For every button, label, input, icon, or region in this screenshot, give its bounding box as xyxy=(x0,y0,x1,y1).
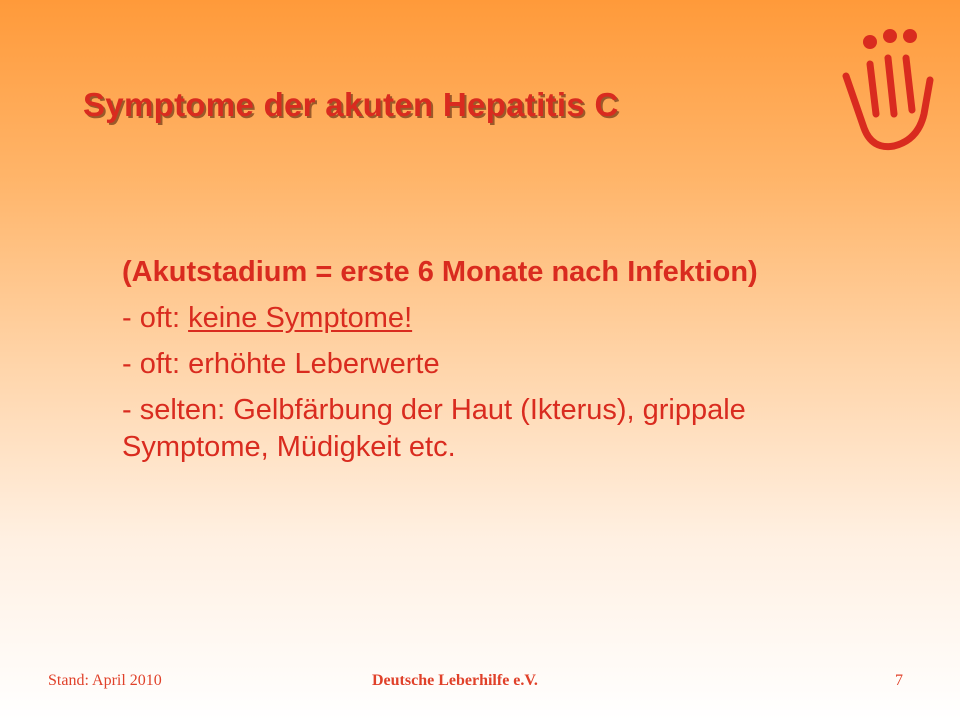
page-number: 7 xyxy=(895,672,903,689)
bullet-liver-values: - oft: erhöhte Leberwerte xyxy=(122,348,440,380)
bullet-emphasis: keine Symptome! xyxy=(188,302,413,334)
intro-text: (Akutstadium = erste 6 Monate nach Infektion) xyxy=(122,256,758,288)
footer-organization: Deutsche Leberhilfe e.V. xyxy=(372,672,538,689)
slide-body xyxy=(122,254,822,475)
bullet-no-symptoms xyxy=(122,300,822,337)
bullet-rare-symptoms: - selten: Gelbfärbung der Haut (Ikterus), grippale Symptome, Müdigkeit etc. xyxy=(122,394,746,463)
bullet-prefix: - oft: xyxy=(122,302,189,334)
slide-title: Symptome der akuten Hepatitis C xyxy=(83,86,619,123)
hand-logo-icon xyxy=(836,18,936,160)
footer-date: Stand: April 2010 xyxy=(48,672,162,689)
